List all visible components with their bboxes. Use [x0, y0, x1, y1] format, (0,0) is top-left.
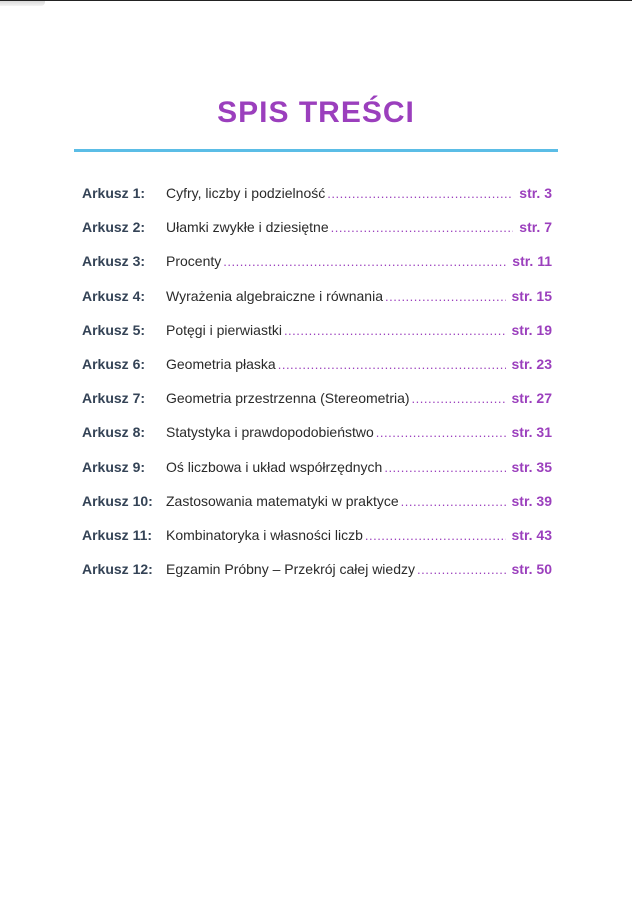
toc-topic: Geometria przestrzenna (Stereometria) [166, 390, 410, 407]
toc-entry [82, 493, 552, 527]
toc-sheet-label: Arkusz 9: [82, 458, 146, 475]
toc-sheet-label: Arkusz 11: [82, 526, 153, 543]
toc-entry [82, 185, 552, 219]
toc-topic: Statystyka i prawdopodobieństwo [166, 424, 374, 441]
toc-page-ref: str. 23 [511, 355, 552, 372]
toc-topic: Cyfry, liczby i podzielność [166, 185, 326, 201]
toc-entry [82, 459, 552, 493]
toc-topic: Wyrażenia algebraiczne i równania [166, 287, 383, 304]
toc-dot-leader [385, 289, 506, 304]
toc-entry [82, 527, 552, 561]
toc-dot-leader [365, 528, 506, 543]
toc-page-ref: str. 35 [511, 458, 552, 475]
toc-sheet-label: Arkusz 1: [82, 185, 146, 201]
title-divider [74, 149, 558, 152]
toc-dot-leader [284, 323, 506, 338]
toc-sheet-label: Arkusz 6: [82, 355, 146, 372]
page-corner-fold [0, 1, 45, 6]
toc-topic: Kombinatoryka i własności liczb [166, 526, 363, 543]
toc-page-ref: str. 7 [519, 219, 552, 236]
toc-page-ref: str. 43 [511, 526, 552, 543]
page-title: SPIS TREŚCI [217, 96, 415, 129]
toc-topic: Potęgi i pierwiastki [166, 321, 282, 338]
toc-topic: Egzamin Próbny – Przekrój całej wiedzy [166, 561, 415, 578]
toc-page-ref: str. 50 [511, 561, 552, 578]
toc-topic: Geometria płaska [166, 355, 276, 372]
toc-page-ref: str. 31 [511, 424, 552, 441]
toc-entry [82, 253, 552, 287]
toc-sheet-label: Arkusz 4: [82, 287, 146, 304]
toc-sheet-label: Arkusz 5: [82, 321, 146, 338]
toc-sheet-label: Arkusz 10: [82, 492, 153, 509]
toc-entry [82, 219, 552, 253]
toc-sheet-label: Arkusz 12: [82, 561, 153, 578]
toc-entry [82, 356, 552, 390]
toc-entry [82, 424, 552, 458]
toc-dot-leader [376, 425, 506, 440]
toc-sheet-label: Arkusz 7: [82, 390, 146, 407]
toc-page-ref: str. 3 [519, 185, 552, 201]
toc-topic: Zastosowania matematyki w praktyce [166, 492, 399, 509]
toc-sheet-label: Arkusz 8: [82, 424, 146, 441]
toc-dot-leader [278, 357, 506, 372]
toc-entry [82, 288, 552, 322]
toc-dot-leader [384, 460, 505, 475]
toc-page-ref: str. 39 [511, 492, 552, 509]
toc-sheet-label: Arkusz 2: [82, 219, 146, 236]
toc-dot-leader [331, 220, 514, 235]
toc-page-ref: str. 19 [511, 321, 552, 338]
toc-entry [82, 322, 552, 356]
toc-entry [82, 390, 552, 424]
toc-topic: Oś liczbowa i układ współrzędnych [166, 458, 383, 475]
toc-dot-leader [417, 562, 506, 577]
toc-page-ref: str. 27 [511, 390, 552, 407]
toc-page-ref: str. 15 [511, 287, 552, 304]
toc-dot-leader [401, 494, 506, 509]
toc-entry [82, 561, 552, 595]
table-of-contents [82, 185, 552, 595]
toc-dot-leader [223, 254, 506, 269]
toc-topic: Ułamki zwykłe i dziesiętne [166, 219, 329, 236]
toc-dot-leader [412, 391, 506, 406]
toc-topic: Procenty [166, 253, 222, 270]
toc-page-ref: str. 11 [512, 253, 552, 270]
toc-dot-leader [327, 186, 513, 201]
toc-sheet-label: Arkusz 3: [82, 253, 146, 270]
